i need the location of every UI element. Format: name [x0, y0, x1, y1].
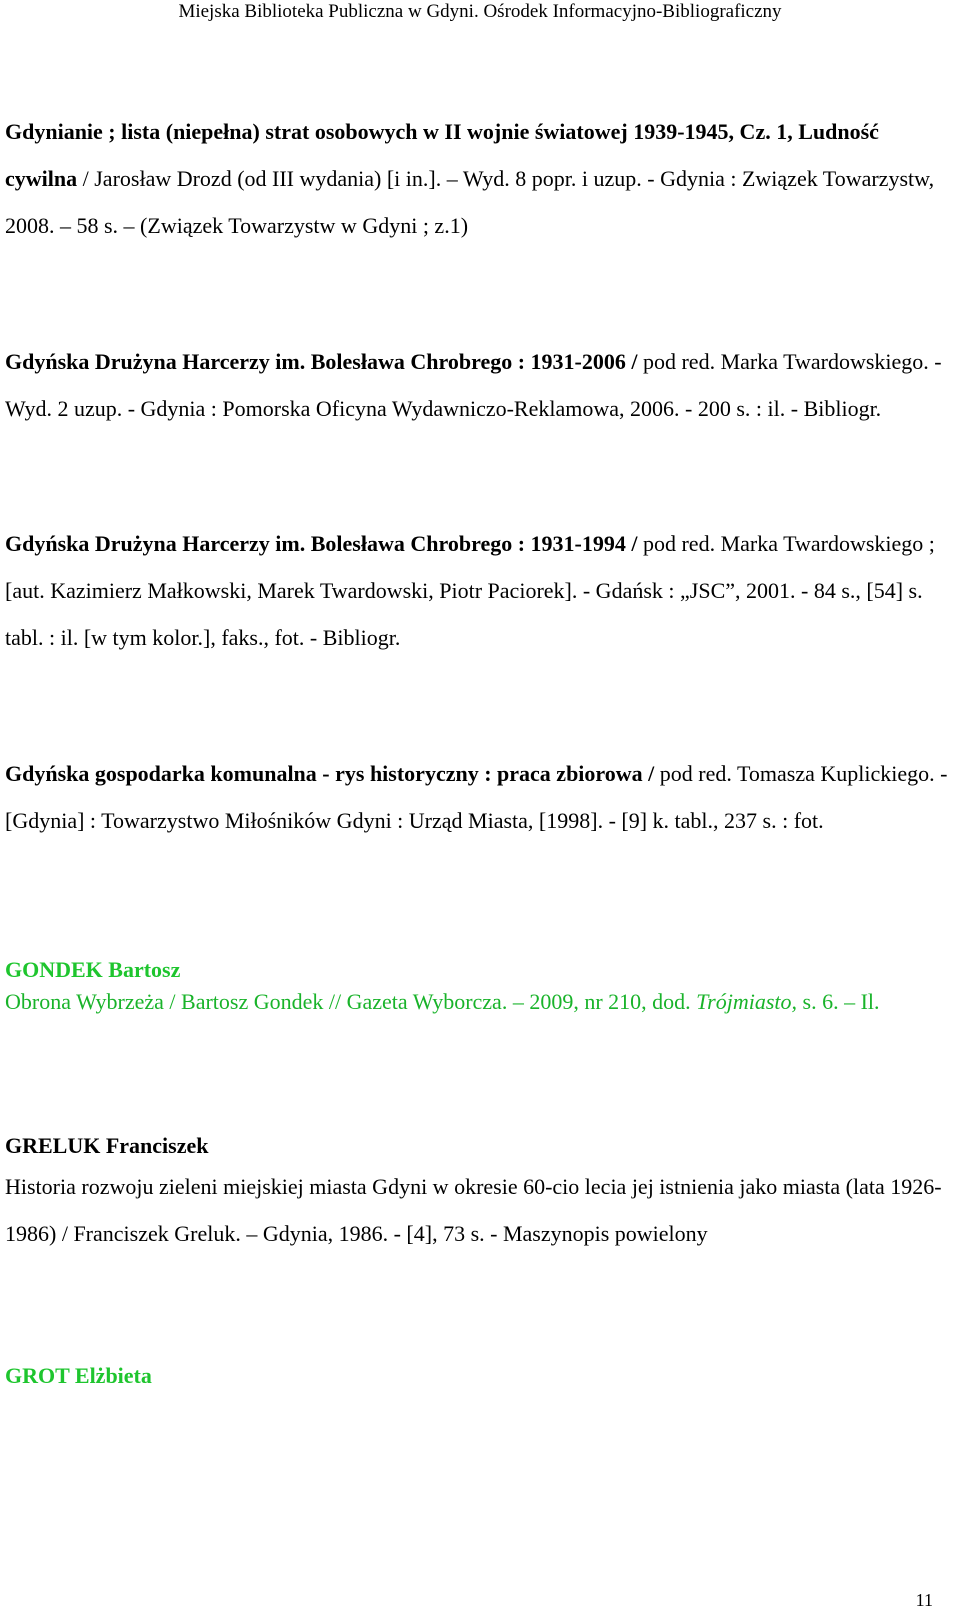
author-section-grot — [5, 1352, 955, 1399]
entry-title: Gdynianie ; lista (niepełna) strat osobowych w II wojnie światowej 1939-1945, Cz. 1, Ludność cywilna — [5, 119, 879, 191]
entry-supplement: Trójmiasto, — [696, 989, 798, 1014]
entry-title: Gdyńska gospodarka komunalna - rys historyczny : praca zbiorowa / — [5, 761, 655, 786]
bib-entry-gondek — [5, 978, 955, 1025]
page-number: 11 — [915, 1590, 933, 1610]
entry-title: Gdyńska Drużyna Harcerzy im. Bolesława Chrobrego : 1931-1994 / — [5, 531, 638, 556]
bib-entry-druzyna-1994 — [5, 520, 955, 661]
bib-entry-druzyna-2006 — [5, 338, 955, 432]
bib-entry-greluk — [5, 1163, 955, 1257]
author-name: GRELUK Franciszek — [5, 1133, 209, 1158]
entry-details: / Jarosław Drozd (od III wydania) [i in.]. – Wyd. 8 popr. i uzup. - Gdynia : Związek Towarzystw, 2008. – 58 s. – (Związek Towarzystw w Gdyni ; z.1) — [5, 166, 935, 238]
bib-entry-gospodarka — [5, 750, 955, 844]
entry-details: pod red. Tomasza Kuplickiego. - [Gdynia] : Towarzystwo Miłośników Gdyni : Urząd Miasta, [1998]. - [9] k. tabl., 237 s. : fot. — [5, 761, 948, 833]
entry-details: pod red. Marka Twardowskiego ; [aut. Kazimierz Małkowski, Marek Twardowski, Piotr Paciorek]. - Gdańsk : „JSC”, 2001. - 84 s., [54] s. tabl. : il. [w tym kolor.], faks., fot. - Bibliogr. — [5, 531, 935, 650]
entry-details: Historia rozwoju zieleni miejskiej miasta Gdyni w okresie 60-cio lecia jej istnienia jako miasta (lata 1926-1986) / Franciszek Greluk. – Gdynia, 1986. - [4], 73 s. - Maszynopis powielony — [5, 1174, 942, 1246]
bib-entry-gdynianie — [5, 108, 955, 249]
page-header: Miejska Biblioteka Publiczna w Gdyni. Ośrodek Informacyjno-Bibliograficzny — [178, 1, 782, 22]
author-name: GONDEK Bartosz — [5, 957, 181, 982]
author-section-greluk — [5, 1122, 955, 1169]
entry-details: pod red. Marka Twardowskiego. - Wyd. 2 uzup. - Gdynia : Pomorska Oficyna Wydawniczo-Reklamowa, 2006. - 200 s. : il. - Bibliogr. — [5, 349, 942, 421]
entry-title: Gdyńska Drużyna Harcerzy im. Bolesława Chrobrego : 1931-2006 / — [5, 349, 638, 374]
author-name: GROT Elżbieta — [5, 1363, 152, 1388]
entry-details: Obrona Wybrzeża / Bartosz Gondek // Gazeta Wyborcza. – 2009, nr 210, dod. — [5, 989, 691, 1014]
entry-tail: s. 6. – Il. — [797, 989, 880, 1014]
